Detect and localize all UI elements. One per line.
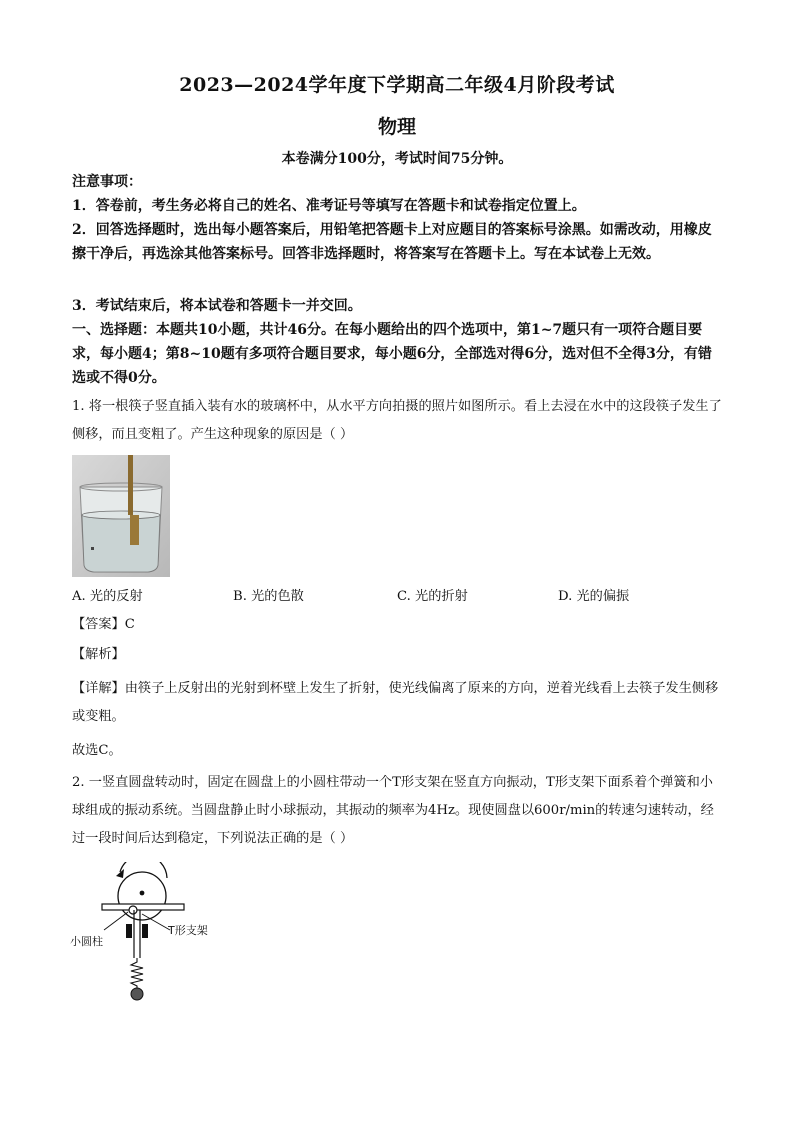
q1-analysis-heading: 【解析】 <box>72 647 125 662</box>
q1-chopstick-glass-photo <box>72 455 170 577</box>
q2-stem: 2. 一竖直圆盘转动时，固定在圆盘上的小圆柱带动一个T形支架在竖直方向振动，T形支架下面系着个弹簧和小球组成的振动系统。当圆盘静止时小球振动，其振动的频率为4Hz。现使圆盘以600r/min的转速匀速转动，经过一段时间后达到稳定，下列说法正确的是（ ） <box>72 775 714 846</box>
t-frame-label: T形支架 <box>168 924 208 937</box>
q1-option-b: B. 光的色散 <box>233 589 304 604</box>
q2-disk-spring-figure <box>66 862 222 1002</box>
q1-option-a: A. 光的反射 <box>72 589 143 604</box>
exam-title: 2023—2024学年度下学期高二年级4月阶段考试 <box>179 74 615 96</box>
exam-meta: 本卷满分100分，考试时间75分钟。 <box>281 151 513 167</box>
small-cylinder-label: 小圆柱 <box>70 935 103 948</box>
q1-option-c: C. 光的折射 <box>397 589 468 604</box>
q1-conclusion: 故选C。 <box>72 743 122 758</box>
notice-item-2: 2．回答选择题时，选出每小题答案后，用铅笔把答题卡上对应题目的答案标号涂黑。如需改动，用橡皮擦干净后，再选涂其他答案标号。回答非选择题时，将答案写在答题卡上。写在本试卷上无效。 <box>72 222 712 262</box>
exam-subject: 物理 <box>377 116 416 138</box>
q1-answer: 【答案】C <box>72 617 135 632</box>
q1-detail: 【详解】由筷子上反射出的光射到杯壁上发生了折射，使光线偏离了原来的方向，逆着光线看上去筷子发生侧移或变粗。 <box>72 681 719 724</box>
notice-item-3: 3．考试结束后，将本试卷和答题卡一并交回。 <box>72 298 362 314</box>
q1-stem: 1. 将一根筷子竖直插入装有水的玻璃杯中，从水平方向拍摄的照片如图所示。看上去浸在水中的这段筷子发生了侧移，而且变粗了。产生这种现象的原因是（ ） <box>72 399 722 442</box>
q1-option-d: D. 光的偏振 <box>558 589 630 604</box>
section-heading: 一、选择题：本题共10小题，共计46分。在每小题给出的四个选项中，第1~7题只有一项符合题目要求，每小题4；第8~10题有多项符合题目要求，每小题6分，全部选对得6分，选对但不全得3分，有错选或不得0分。 <box>72 322 712 386</box>
notice-item-1: 1．答卷前，考生务必将自己的姓名、准考证号等填写在答题卡和试卷指定位置上。 <box>72 198 586 214</box>
notice-heading: 注意事项： <box>72 174 142 190</box>
